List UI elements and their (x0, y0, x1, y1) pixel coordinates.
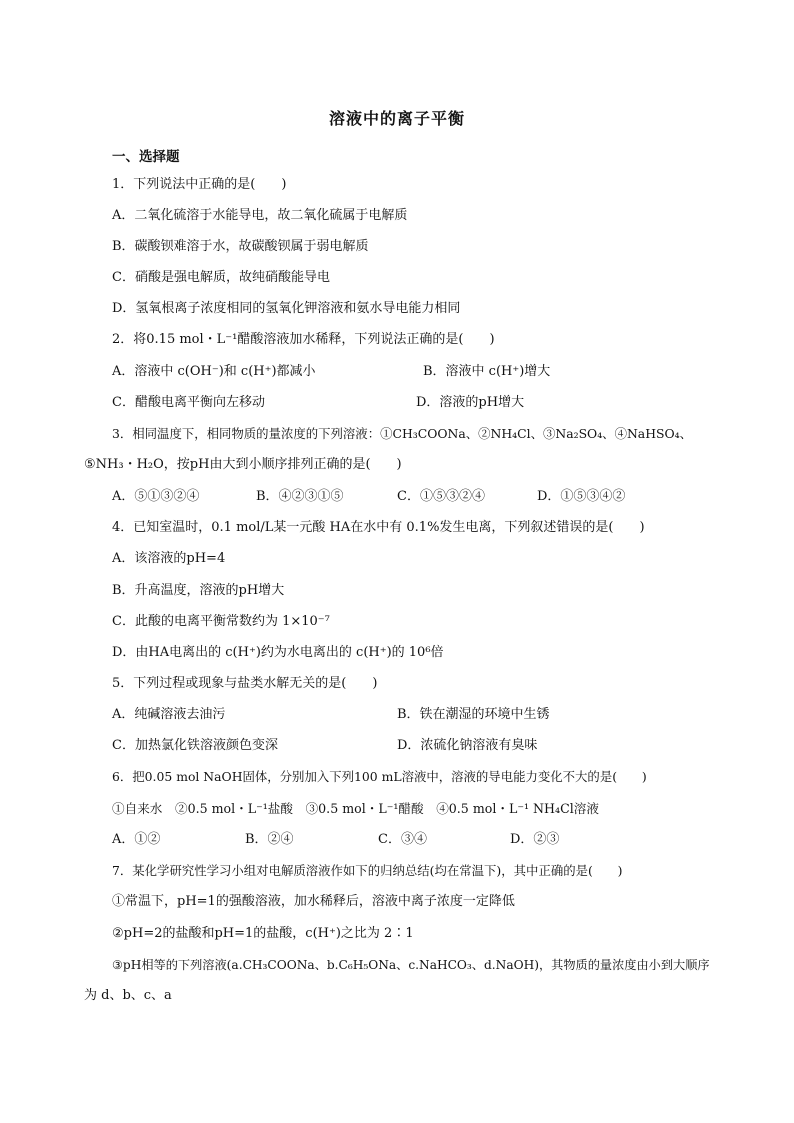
q5-option-a: A．纯碱溶液去油污 (112, 707, 226, 722)
q6-option-b: B．②④ (245, 832, 294, 847)
q3-option-c: C．①⑤③②④ (397, 489, 485, 504)
q6-items: ①自来水 ②0.5 mol・L⁻¹盐酸 ③0.5 mol・L⁻¹醋酸 ④0.5 mol・L⁻¹ NH₄Cl溶液 (112, 801, 599, 816)
q1-option-b: B．碳酸钡难溶于水，故碳酸钡属于弱电解质 (112, 239, 369, 254)
q1-stem: 1．下列说法中正确的是( ) (112, 177, 287, 192)
q5-option-d: D．浓硫化钠溶液有臭味 (397, 738, 538, 753)
q4-option-c: C．此酸的电离平衡常数约为 1×10⁻⁷ (112, 614, 330, 629)
q7-statement-3-line2: 为 d、b、c、a (84, 988, 172, 1003)
q3-option-b: B．④②③①⑤ (256, 489, 344, 504)
q5-option-b: B．铁在潮湿的环境中生锈 (397, 707, 550, 722)
q7-statement-1: ①常温下，pH=1的强酸溶液，加水稀释后，溶液中离子浓度一定降低 (112, 894, 515, 909)
q2-option-d: D．溶液的pH增大 (416, 395, 525, 410)
q2-option-b: B．溶液中 c(H⁺)增大 (423, 364, 551, 379)
q4-stem: 4．已知室温时，0.1 mol/L某一元酸 HA在水中有 0.1%发生电离，下列叙述错误的是( ) (112, 520, 645, 535)
q3-option-a: A．⑤①③②④ (112, 489, 200, 504)
q7-statement-2: ②pH=2的盐酸和pH=1的盐酸，c(H⁺)之比为 2∶1 (112, 926, 414, 941)
q6-option-a: A．①② (112, 832, 161, 847)
q4-option-b: B．升高温度，溶液的pH增大 (112, 583, 285, 598)
q4-option-a: A．该溶液的pH=4 (112, 551, 226, 566)
q7-statement-3-line1: ③pH相等的下列溶液(a.CH₃COONa、b.C₆H₅ONa、c.NaHCO₃、d.NaOH)，其物质的量浓度由小到大顺序 (112, 958, 710, 972)
q3-stem-line2: ⑤NH₃・H₂O，按pH由大到小顺序排列正确的是( ) (84, 457, 402, 472)
section-heading: 一、选择题 (112, 149, 180, 165)
page-title: 溶液中的离子平衡 (328, 109, 465, 128)
q5-option-c: C．加热氯化铁溶液颜色变深 (112, 738, 278, 753)
q3-stem-line1: 3．相同温度下，相同物质的量浓度的下列溶液：①CH₃COONa、②NH₄Cl、③Na₂SO₄、④NaHSO₄、 (112, 426, 693, 441)
q2-option-a: A．溶液中 c(OH⁻)和 c(H⁺)都减小 (112, 364, 316, 379)
q1-option-a: A．二氧化硫溶于水能导电，故二氧化硫属于电解质 (112, 208, 408, 223)
q6-stem: 6．把0.05 mol NaOH固体，分别加入下列100 mL溶液中，溶液的导电能力变化不大的是( ) (112, 769, 647, 784)
q1-option-c: C．硝酸是强电解质，故纯硝酸能导电 (112, 270, 330, 285)
q6-option-d: D．②③ (510, 832, 560, 847)
q1-option-d: D．氢氧根离子浓度相同的氢氧化钾溶液和氨水导电能力相同 (112, 301, 461, 316)
q4-option-d: D．由HA电离出的 c(H⁺)约为水电离出的 c(H⁺)的 10⁶倍 (112, 645, 444, 660)
q7-stem: 7．某化学研究性学习小组对电解质溶液作如下的归纳总结(均在常温下)，其中正确的是( ) (112, 863, 623, 878)
q2-option-c: C．醋酸电离平衡向左移动 (112, 395, 265, 410)
q2-stem: 2．将0.15 mol・L⁻¹醋酸溶液加水稀释，下列说法正确的是( ) (112, 332, 495, 347)
q5-stem: 5．下列过程或现象与盐类水解无关的是( ) (112, 676, 378, 691)
q3-option-d: D．①⑤③④② (537, 489, 626, 504)
q6-option-c: C．③④ (378, 832, 427, 847)
